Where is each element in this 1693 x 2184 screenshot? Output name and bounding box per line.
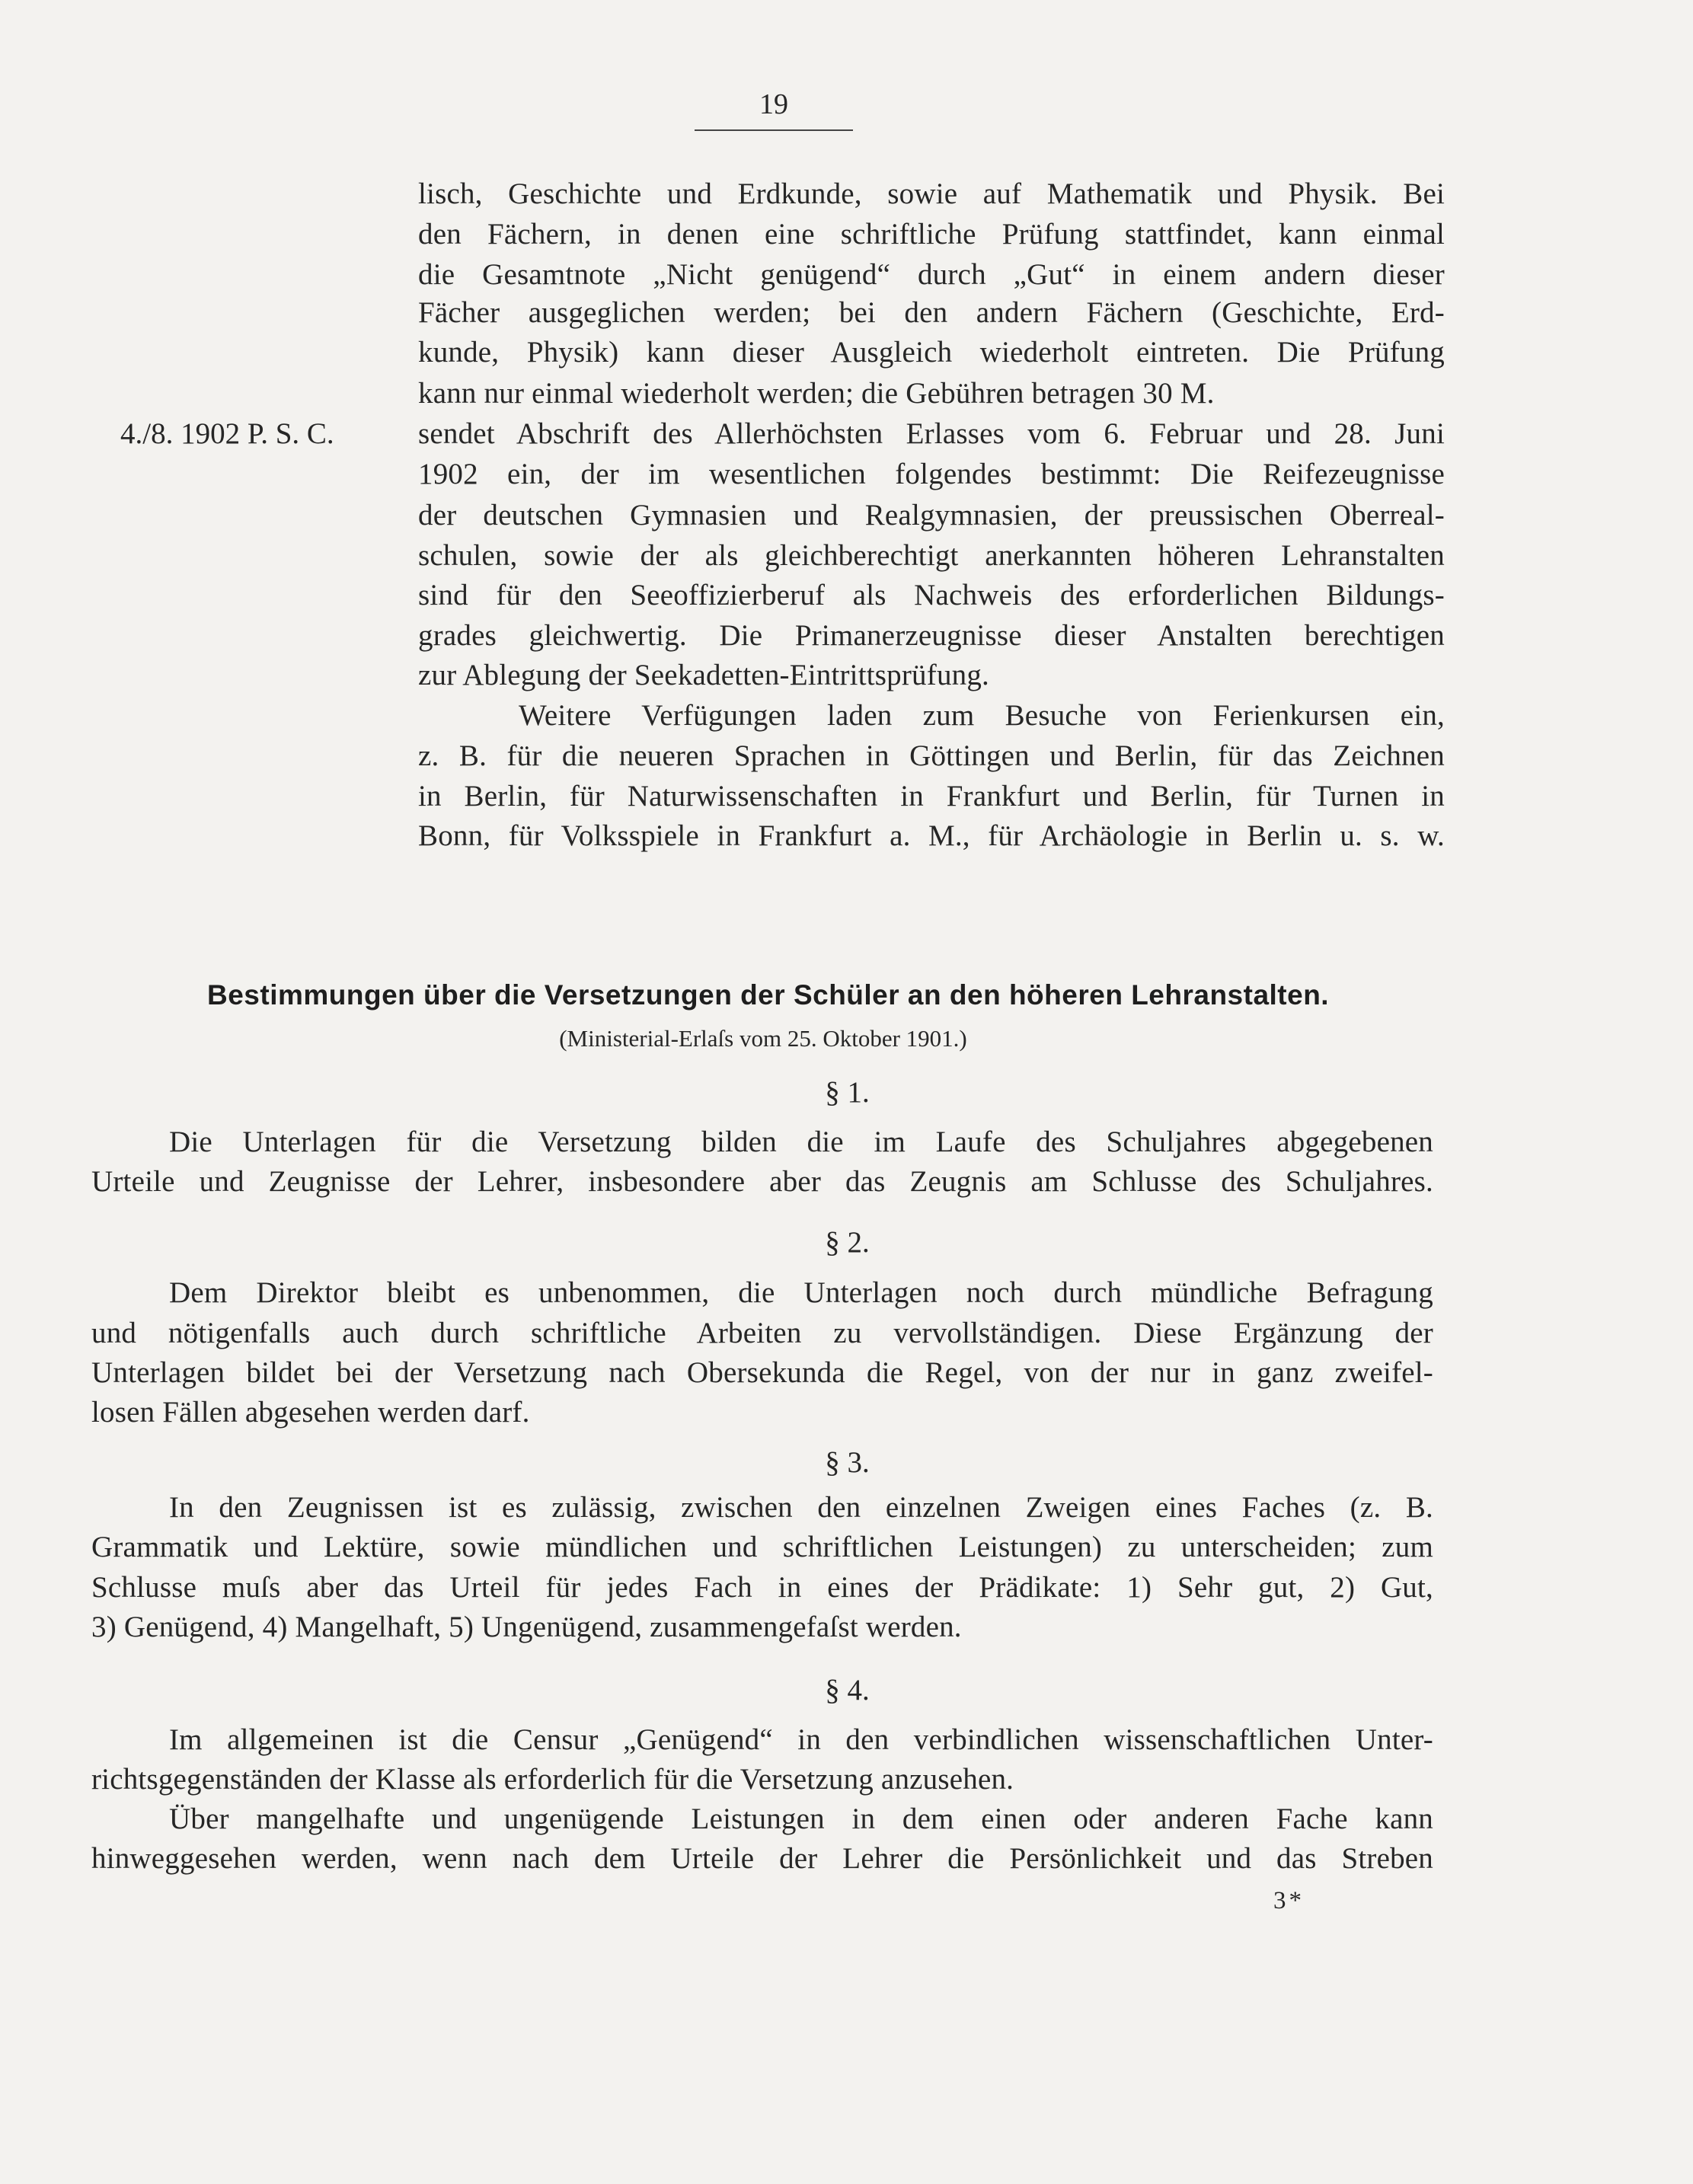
text-line: hinweggesehen werden, wenn nach dem Urteile der Lehrer die Persönlichkeit und das Streben	[91, 1842, 1433, 1875]
text-line: kann nur einmal wiederholt werden; die Gebühren betragen 30 M.	[418, 377, 1215, 410]
text-line: Über mangelhafte und ungenügende Leistungen in dem einen oder anderen Fache kann	[169, 1802, 1433, 1835]
text-line: Weitere Verfügungen laden zum Besuche von Ferienkursen ein,	[519, 699, 1445, 732]
text-line: in Berlin, für Naturwissenschaften in Frankfurt und Berlin, für Turnen in	[418, 780, 1445, 813]
regulation-subtitle: (Ministerial-Erlaſs vom 25. Oktober 1901.)	[559, 1025, 967, 1052]
page-number: 19	[695, 90, 853, 131]
text-line: Dem Direktor bleibt es unbenommen, die Unterlagen noch durch mündliche Befragung	[169, 1276, 1433, 1309]
regulation-title: Bestimmungen über die Versetzungen der Schüler an den höheren Lehranstalten.	[207, 979, 1330, 1011]
text-line: sind für den Seeoffizierberuf als Nachweis des erforderlichen Bildungs-	[418, 579, 1445, 611]
text-line: richtsgegenständen der Klasse als erforderlich für die Versetzung anzusehen.	[91, 1763, 1014, 1796]
section-mark: § 4.	[825, 1674, 870, 1707]
text-line: Schlusse muſs aber das Urteil für jedes Fach in eines der Prädikate: 1) Sehr gut, 2) Gut,	[91, 1571, 1433, 1604]
text-line: sendet Abschrift des Allerhöchsten Erlasses vom 6. Februar und 28. Juni	[418, 417, 1445, 450]
text-line: 3) Genügend, 4) Mangelhaft, 5) Ungenügend, zusammengefaſst werden.	[91, 1611, 962, 1643]
text-line: schulen, sowie der als gleichberechtigt anerkannten höheren Lehranstalten	[418, 539, 1445, 572]
text-line: grades gleichwertig. Die Primanerzeugnisse dieser Anstalten berechtigen	[418, 619, 1445, 652]
text-line: zur Ablegung der Seekadetten-Eintrittsprüfung.	[418, 659, 989, 691]
text-line: die Gesamtnote „Nicht genügend“ durch „Gut“ in einem andern dieser	[418, 258, 1445, 291]
margin-note-date: 4./8. 1902 P. S. C.	[120, 417, 334, 450]
text-line: den Fächern, in denen eine schriftliche Prüfung stattfindet, kann einmal	[418, 218, 1445, 251]
text-line: Urteile und Zeugnisse der Lehrer, insbesondere aber das Zeugnis am Schlusse des Schuljahres.	[91, 1165, 1433, 1198]
text-line: Bonn, für Volksspiele in Frankfurt a. M., für Archäologie in Berlin u. s. w.	[418, 819, 1445, 852]
text-line: In den Zeugnissen ist es zulässig, zwischen den einzelnen Zweigen eines Faches (z. B.	[169, 1491, 1433, 1524]
signature-mark: 3*	[1273, 1887, 1305, 1914]
text-line: Fächer ausgeglichen werden; bei den andern Fächern (Geschichte, Erd-	[418, 296, 1445, 329]
text-line: Unterlagen bildet bei der Versetzung nach Obersekunda die Regel, von der nur in ganz zweifel-	[91, 1356, 1433, 1389]
text-line: 1902 ein, der im wesentlichen folgendes bestimmt: Die Reifezeugnisse	[418, 458, 1445, 490]
text-line: Die Unterlagen für die Versetzung bilden die im Laufe des Schuljahres abgegebenen	[169, 1126, 1433, 1158]
text-line: und nötigenfalls auch durch schriftliche Arbeiten zu vervollständigen. Diese Ergänzung der	[91, 1317, 1433, 1349]
text-line: der deutschen Gymnasien und Realgymnasien, der preussischen Oberreal-	[418, 499, 1445, 532]
text-line: lisch, Geschichte und Erdkunde, sowie auf Mathematik und Physik. Bei	[418, 177, 1445, 210]
section-mark: § 3.	[825, 1446, 870, 1479]
text-line: kunde, Physik) kann dieser Ausgleich wiederholt eintreten. Die Prüfung	[418, 336, 1445, 369]
text-line: losen Fällen abgesehen werden darf.	[91, 1396, 530, 1429]
section-mark: § 1.	[825, 1076, 870, 1109]
section-mark: § 2.	[825, 1226, 870, 1259]
text-line: Grammatik und Lektüre, sowie mündlichen und schriftlichen Leistungen) zu unterscheiden; zum	[91, 1531, 1433, 1563]
text-line: z. B. für die neueren Sprachen in Göttingen und Berlin, für das Zeichnen	[418, 739, 1445, 772]
text-line: Im allgemeinen ist die Censur „Genügend“ in den verbindlichen wissenschaftlichen Unter-	[169, 1723, 1433, 1756]
